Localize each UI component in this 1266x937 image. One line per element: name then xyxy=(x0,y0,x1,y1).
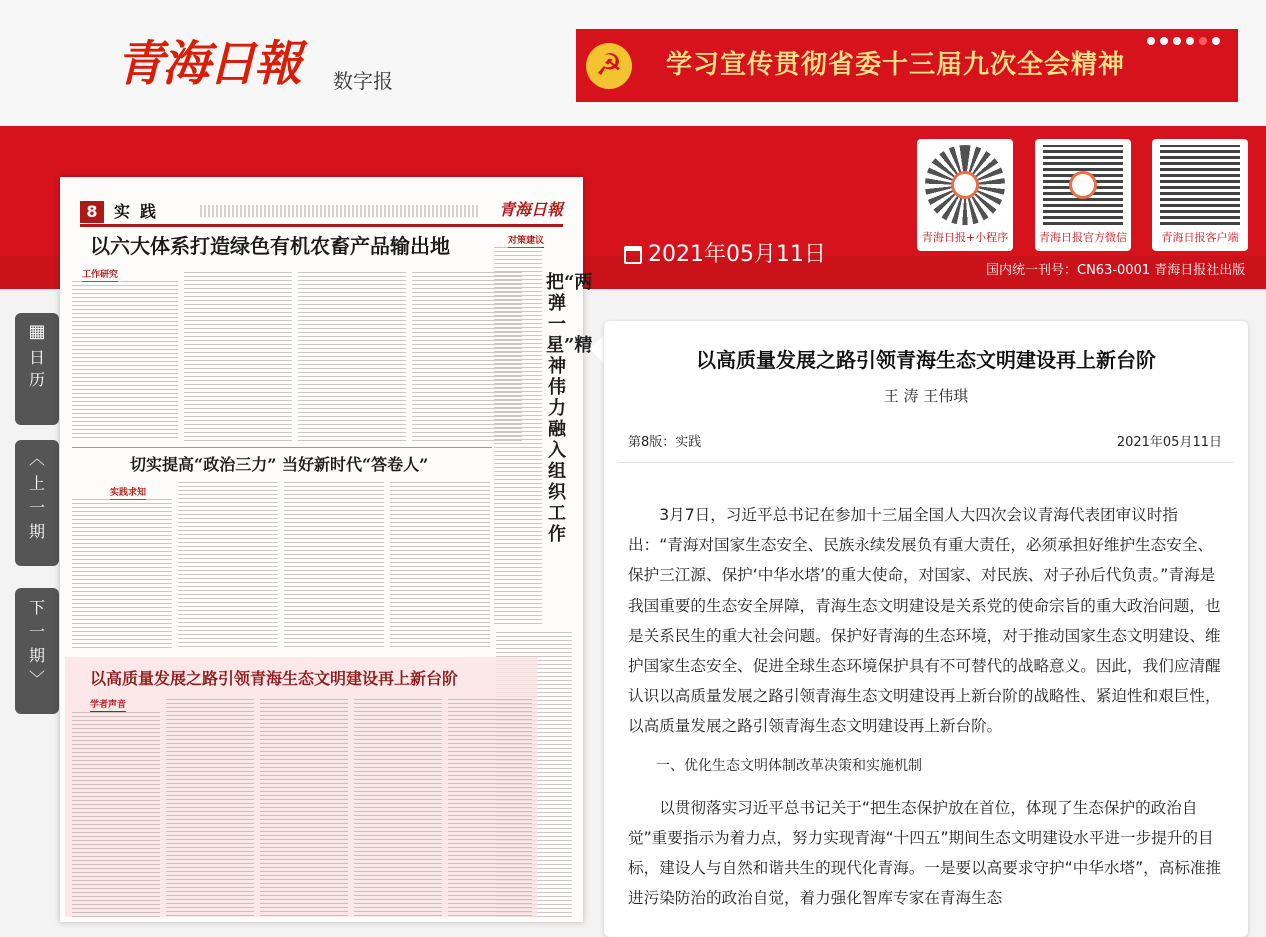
top-header xyxy=(0,0,1266,126)
page-number: 8 xyxy=(80,201,104,223)
qr-code-icon xyxy=(925,145,1005,225)
article-paragraph: 3月7日，习近平总书记在参加十三届全国人大四次会议青海代表团审议时指出：“青海对国家生态安全、民族永续发展负有重大责任，必须承担好维护生态安全、保护三江源、保护‘中华水塔’的重大使命，对国家、对民族、对子孙后代负责。”青海是我国重要的生态安全屏障，青海生态文明建设是关系党的使命宗旨的重大政治问题，也是关系民生的重大社会问题。保护好青海的生态环境，对于推动国家生态文明建设、维护国家生态安全、促进全球生态环境保护具有不可替代的战略意义。因此，我们应清醒认识以高质量发展之路引领青海生态文明建设再上新台阶的战略性、紧迫性和艰巨性，以高质量发展之路引领青海生态文明建设再上新台阶。 xyxy=(628,506,1221,736)
calendar-button[interactable] xyxy=(15,313,59,425)
text-column xyxy=(72,712,160,917)
qr-app[interactable] xyxy=(1152,139,1248,251)
site-logo-subtitle: 数字报 xyxy=(333,69,393,93)
qr-code-icon xyxy=(1043,145,1123,225)
text-column xyxy=(178,482,278,649)
prev-issue-button[interactable] xyxy=(15,440,59,566)
qr-code-icon xyxy=(1160,145,1240,225)
text-column xyxy=(354,699,442,917)
next-issue-button[interactable] xyxy=(15,588,59,714)
text-column xyxy=(184,272,292,442)
np-tag: 学者声音 xyxy=(90,700,127,710)
carousel-dot-active[interactable] xyxy=(1199,37,1207,45)
section-name: 实践 xyxy=(114,202,167,221)
carousel-dot[interactable] xyxy=(1186,37,1194,45)
next-issue-label: 下一期 xyxy=(29,598,46,665)
text-column xyxy=(72,499,172,649)
carousel-dot[interactable] xyxy=(1173,37,1181,45)
article-title: 以高质量发展之路引领青海生态文明建设再上新台阶 xyxy=(696,348,1156,372)
np-tag: 工作研究 xyxy=(82,270,119,280)
text-column xyxy=(298,272,406,442)
text-column xyxy=(494,247,542,627)
carousel-dot[interactable] xyxy=(1147,37,1155,45)
np-headline-3[interactable]: 以高质量发展之路引领青海生态文明建设再上新台阶 xyxy=(90,669,459,688)
np-tag: 实践求知 xyxy=(110,488,147,498)
divider xyxy=(72,447,492,448)
promo-banner[interactable] xyxy=(576,29,1238,102)
newspaper-masthead xyxy=(80,197,563,227)
article-author: 王 涛 王伟琪 xyxy=(883,387,969,405)
np-tag: 对策建议 xyxy=(508,236,545,246)
text-column xyxy=(260,699,348,917)
article-pointer xyxy=(589,334,605,364)
article-page-label[interactable]: 第8版：实践 xyxy=(628,435,702,450)
article-paragraph: 以贯彻落实习近平总书记关于“把生态保护放在首位，体现了生态保护的政治自觉”重要指示为着力点，努力实现青海“十四五”期间生态文明建设水平进一步提升的目标，建设人与自然和谐共生的现代化青海。一是要以高要求守护“中华水塔”，高标准推进污染防治的政治自觉，着力强化智库专家在青海生态 xyxy=(628,798,1222,908)
qr-label: 青海日报+小程序 xyxy=(921,231,1009,244)
party-emblem-icon: ☭ xyxy=(586,43,632,89)
promo-banner-text: 学习宣传贯彻省委十三届九次全会精神 xyxy=(666,50,1126,80)
issue-date: 2021年05月11日 xyxy=(648,242,826,267)
np-vertical-headline[interactable]: 把“两弹一星”精神伟力融入组织工作 xyxy=(546,272,593,545)
calendar-icon: ▦ xyxy=(28,321,46,342)
masthead-meta xyxy=(200,205,480,217)
carousel-dot[interactable] xyxy=(1160,37,1168,45)
newspaper-page[interactable] xyxy=(60,177,593,922)
prev-issue-label: 上一期 xyxy=(29,474,46,541)
article-panel xyxy=(604,321,1248,937)
site-logo[interactable]: 青海日報 xyxy=(116,36,301,92)
text-column xyxy=(448,699,532,917)
text-column xyxy=(390,482,490,649)
banner-carousel-dots[interactable] xyxy=(1147,37,1220,45)
article-section-heading: 一、优化生态文明体制改革决策和实施机制 xyxy=(656,757,922,774)
qr-label: 青海日报官方微信 xyxy=(1039,231,1127,244)
newspaper-logo: 青海日報 xyxy=(498,200,563,219)
text-column xyxy=(284,482,384,649)
chevron-up-icon: ︿ xyxy=(28,449,45,468)
qr-miniprogram[interactable] xyxy=(917,139,1013,251)
qr-wechat[interactable] xyxy=(1035,139,1131,251)
article-body xyxy=(628,500,1226,913)
calendar-label: 日历 xyxy=(29,348,46,389)
qr-label: 青海日报客户端 xyxy=(1161,231,1239,244)
carousel-dot[interactable] xyxy=(1212,37,1220,45)
article-date: 2021年05月11日 xyxy=(1116,435,1222,450)
np-headline-1[interactable]: 以六大体系打造绿色有机农畜产品输出地 xyxy=(90,234,450,258)
np-headline-2[interactable]: 切实提高“政治三力” 当好新时代“答卷人” xyxy=(130,455,429,474)
chevron-down-icon: ﹀ xyxy=(28,669,45,688)
publication-code: 国内统一刊号：CN63-0001 青海日报社出版 xyxy=(986,263,1246,278)
text-column xyxy=(166,699,254,917)
calendar-icon xyxy=(624,246,642,264)
text-column xyxy=(72,281,178,441)
divider xyxy=(618,462,1234,463)
